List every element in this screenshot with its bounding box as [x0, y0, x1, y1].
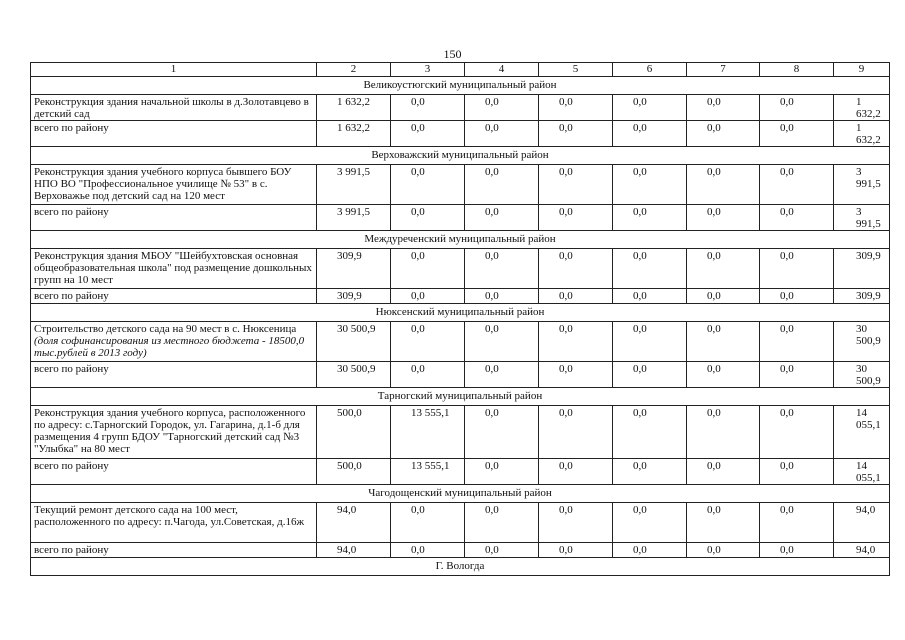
value-cell: 0,0 [391, 165, 465, 205]
district-row [31, 558, 890, 576]
column-header: 4 [465, 63, 539, 77]
district-heading: Тарногский муниципальный район [31, 388, 890, 406]
district-row [31, 304, 890, 322]
project-name-text: Реконструкция здания учебного корпуса бывшего БОУ НПО ВО "Профессиональное училище № 53" в с. Верховажье под детский сад на 120 мест [34, 166, 292, 202]
value-cell: 0,0 [613, 249, 687, 289]
project-name-text: Реконструкция здания начальной школы в д.Золотавцево в детский сад [34, 96, 309, 120]
project-note: (доля софинансирования из местного бюджета - 18500,0 тыс.рублей в 2013 году) [34, 335, 305, 359]
value-cell: 0,0 [760, 249, 834, 289]
total-value-cell: 0,0 [613, 121, 687, 147]
total-value-cell: 0,0 [539, 121, 613, 147]
value-cell: 0,0 [391, 322, 465, 362]
total-value-cell: 0,0 [465, 121, 539, 147]
district-heading: Чагодощенский муниципальный район [31, 485, 890, 503]
district-heading: Великоустюгский муниципальный район [31, 77, 890, 95]
value-cell: 0,0 [760, 503, 834, 543]
district-heading: Г. Вологда [31, 558, 890, 576]
total-value-cell: 0,0 [687, 543, 760, 558]
project-name-text: Реконструкция здания учебного корпуса, расположенного по адресу: с.Тарногский Городок, ул. Гагарина, д.1-б для размещения 4 групп БДОУ "Тарногский детский сад №3 "Улыбка" на 80 мест [34, 407, 306, 455]
project-row [31, 406, 890, 459]
total-label: всего по району [31, 362, 317, 388]
total-row [31, 362, 890, 388]
total-value-cell: 0,0 [687, 362, 760, 388]
value-cell: 3 991,5 [834, 165, 890, 205]
total-value-cell: 0,0 [465, 205, 539, 231]
project-name [31, 406, 317, 459]
column-header: 7 [687, 63, 760, 77]
value-cell: 0,0 [760, 406, 834, 459]
total-value-cell: 0,0 [391, 543, 465, 558]
page-number: 150 [443, 47, 462, 61]
value-cell: 0,0 [465, 165, 539, 205]
value-cell: 30 500,9 [834, 322, 890, 362]
budget-table [30, 62, 890, 576]
total-value-cell: 309,9 [317, 289, 391, 304]
total-value-cell: 1 632,2 [834, 121, 890, 147]
value-cell: 0,0 [760, 165, 834, 205]
total-value-cell: 0,0 [760, 543, 834, 558]
total-value-cell: 0,0 [760, 362, 834, 388]
value-cell: 309,9 [317, 249, 391, 289]
total-value-cell: 3 991,5 [834, 205, 890, 231]
value-cell: 0,0 [391, 95, 465, 121]
value-cell: 0,0 [687, 249, 760, 289]
total-value-cell: 0,0 [539, 543, 613, 558]
value-cell: 0,0 [613, 95, 687, 121]
project-name [31, 165, 317, 205]
total-value-cell: 0,0 [465, 362, 539, 388]
total-value-cell: 0,0 [539, 289, 613, 304]
total-value-cell: 0,0 [760, 121, 834, 147]
value-cell: 0,0 [687, 503, 760, 543]
total-row [31, 289, 890, 304]
value-cell: 0,0 [687, 406, 760, 459]
value-cell: 30 500,9 [317, 322, 391, 362]
total-value-cell: 0,0 [613, 362, 687, 388]
value-cell: 0,0 [465, 406, 539, 459]
value-cell: 0,0 [465, 503, 539, 543]
total-value-cell: 500,0 [317, 459, 391, 485]
total-value-cell: 0,0 [465, 289, 539, 304]
district-heading: Междуреченский муниципальный район [31, 231, 890, 249]
total-value-cell: 0,0 [539, 459, 613, 485]
column-header: 5 [539, 63, 613, 77]
total-label: всего по району [31, 459, 317, 485]
value-cell: 0,0 [539, 406, 613, 459]
project-row [31, 503, 890, 543]
total-value-cell: 0,0 [687, 121, 760, 147]
project-name [31, 322, 317, 362]
value-cell: 0,0 [760, 95, 834, 121]
total-value-cell: 0,0 [760, 205, 834, 231]
district-row [31, 231, 890, 249]
district-row [31, 388, 890, 406]
total-value-cell: 1 632,2 [317, 121, 391, 147]
value-cell: 0,0 [687, 165, 760, 205]
total-value-cell: 0,0 [613, 543, 687, 558]
value-cell: 0,0 [613, 406, 687, 459]
value-cell: 309,9 [834, 249, 890, 289]
total-label: всего по району [31, 543, 317, 558]
total-value-cell: 0,0 [465, 459, 539, 485]
value-cell: 0,0 [613, 503, 687, 543]
value-cell: 0,0 [465, 249, 539, 289]
value-cell: 0,0 [391, 249, 465, 289]
total-value-cell: 94,0 [317, 543, 391, 558]
total-value-cell: 0,0 [760, 289, 834, 304]
column-header: 2 [317, 63, 391, 77]
district-heading: Верховажский муниципальный район [31, 147, 890, 165]
project-row [31, 249, 890, 289]
value-cell: 94,0 [317, 503, 391, 543]
value-cell: 0,0 [539, 165, 613, 205]
total-row [31, 543, 890, 558]
total-value-cell: 0,0 [391, 362, 465, 388]
total-value-cell: 0,0 [760, 459, 834, 485]
district-row [31, 77, 890, 95]
value-cell: 0,0 [539, 95, 613, 121]
project-name [31, 95, 317, 121]
project-name-text: Строительство детского сада на 90 мест в с. Нюксеница [34, 323, 297, 335]
district-heading: Нюксенский муниципальный район [31, 304, 890, 322]
value-cell: 3 991,5 [317, 165, 391, 205]
value-cell: 0,0 [687, 322, 760, 362]
district-row [31, 485, 890, 503]
total-value-cell: 0,0 [687, 289, 760, 304]
value-cell: 0,0 [613, 322, 687, 362]
project-row [31, 322, 890, 362]
total-value-cell: 0,0 [539, 205, 613, 231]
total-value-cell: 0,0 [539, 362, 613, 388]
total-value-cell: 0,0 [465, 543, 539, 558]
total-value-cell: 309,9 [834, 289, 890, 304]
total-value-cell: 0,0 [687, 459, 760, 485]
value-cell: 94,0 [834, 503, 890, 543]
column-header: 8 [760, 63, 834, 77]
total-label: всего по району [31, 205, 317, 231]
total-value-cell: 0,0 [391, 121, 465, 147]
project-name [31, 249, 317, 289]
total-value-cell: 3 991,5 [317, 205, 391, 231]
total-row [31, 205, 890, 231]
total-value-cell: 0,0 [613, 289, 687, 304]
column-header: 9 [834, 63, 890, 77]
total-label: всего по району [31, 121, 317, 147]
value-cell: 500,0 [317, 406, 391, 459]
column-header-row [31, 63, 890, 77]
value-cell: 0,0 [687, 95, 760, 121]
column-header: 1 [31, 63, 317, 77]
project-row [31, 165, 890, 205]
value-cell: 0,0 [613, 165, 687, 205]
value-cell: 0,0 [465, 322, 539, 362]
project-name [31, 503, 317, 543]
table-body [31, 63, 890, 576]
value-cell: 14 055,1 [834, 406, 890, 459]
total-value-cell: 30 500,9 [317, 362, 391, 388]
value-cell: 1 632,2 [834, 95, 890, 121]
total-value-cell: 0,0 [613, 459, 687, 485]
value-cell: 1 632,2 [317, 95, 391, 121]
total-row [31, 459, 890, 485]
total-value-cell: 0,0 [613, 205, 687, 231]
value-cell: 0,0 [465, 95, 539, 121]
district-row [31, 147, 890, 165]
value-cell: 0,0 [539, 249, 613, 289]
project-name-text: Реконструкция здания МБОУ "Шейбухтовская основная общеобразовательная школа" под размещение дошкольных групп на 10 мест [34, 250, 312, 286]
column-header: 6 [613, 63, 687, 77]
value-cell: 0,0 [539, 322, 613, 362]
project-row [31, 95, 890, 121]
total-value-cell: 14 055,1 [834, 459, 890, 485]
total-label: всего по району [31, 289, 317, 304]
value-cell: 13 555,1 [391, 406, 465, 459]
project-name-text: Текущий ремонт детского сада на 100 мест, расположенного по адресу: п.Чагода, ул.Советская, д.16ж [34, 504, 305, 528]
value-cell: 0,0 [760, 322, 834, 362]
total-value-cell: 0,0 [687, 205, 760, 231]
value-cell: 0,0 [391, 503, 465, 543]
total-row [31, 121, 890, 147]
total-value-cell: 30 500,9 [834, 362, 890, 388]
total-value-cell: 13 555,1 [391, 459, 465, 485]
value-cell: 0,0 [539, 503, 613, 543]
total-value-cell: 0,0 [391, 205, 465, 231]
column-header: 3 [391, 63, 465, 77]
total-value-cell: 94,0 [834, 543, 890, 558]
total-value-cell: 0,0 [391, 289, 465, 304]
